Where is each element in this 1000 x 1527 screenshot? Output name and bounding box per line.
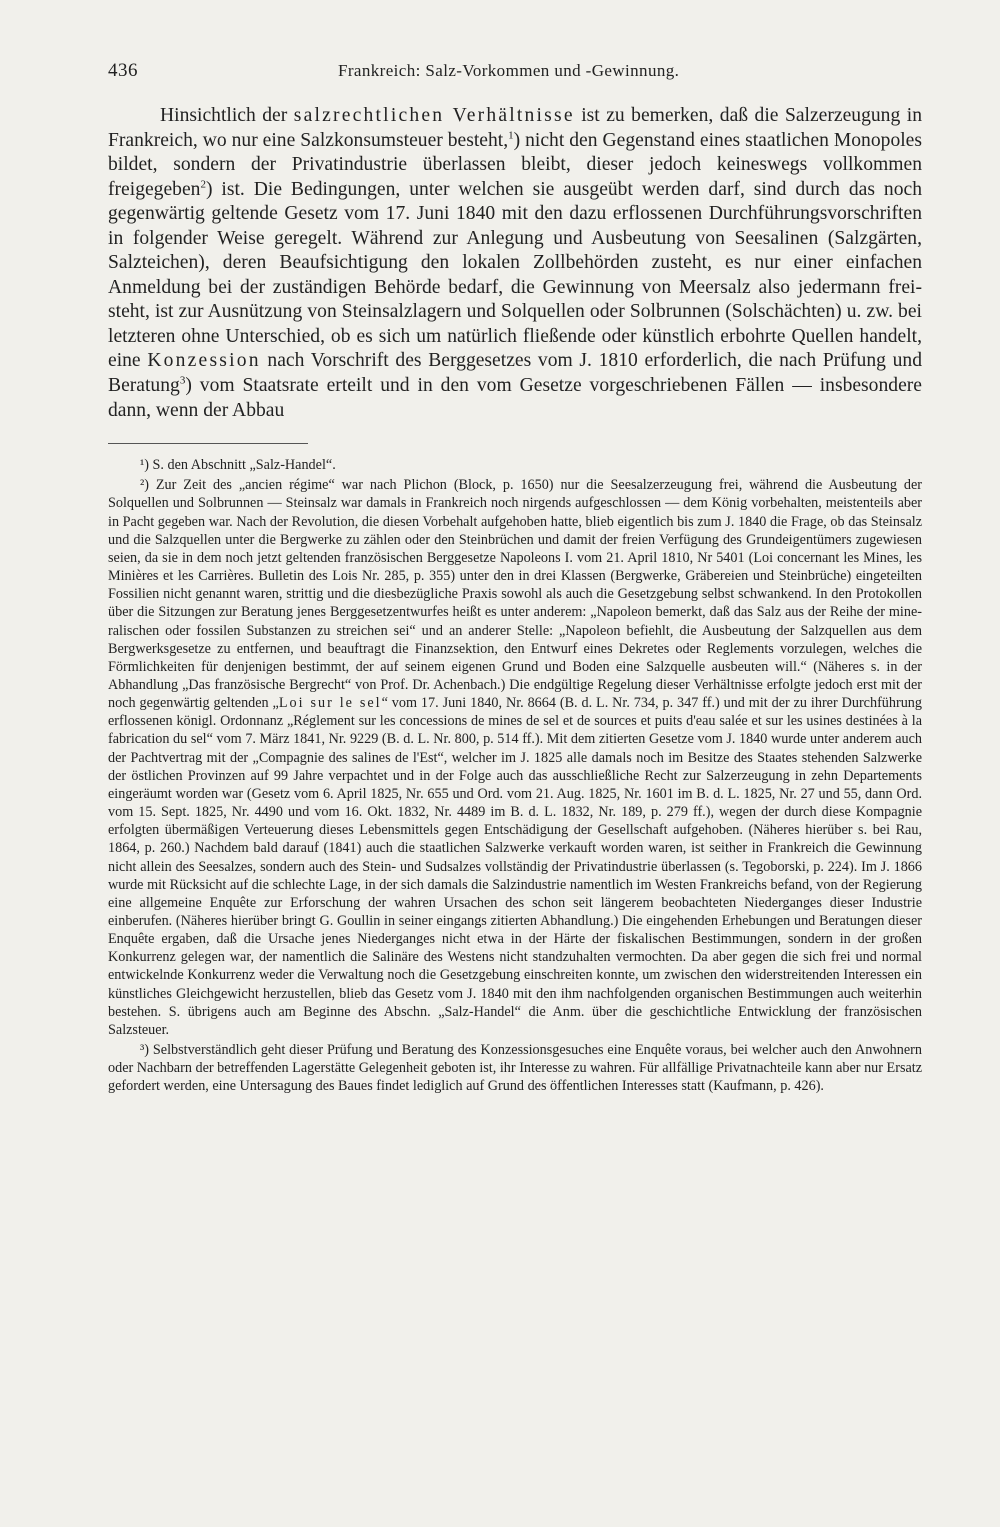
emphasized-term: Konzession: [147, 350, 261, 372]
footnote-ref-1: 1: [508, 129, 514, 142]
text-segment: ist zu bemerken, daß die Salzerzeugung in Frankreich, wo nur eine Salzkonsumsteuer besteht,: [108, 105, 922, 151]
main-paragraph: [108, 104, 922, 423]
footnote-text: “ vom 17. Juni 1840, Nr. 8664 (B. d. L. Nr. 734, p. 347 ff.) und mit der zu ihrer Durchführung erflossenen königl. Ordonnanz „Réglement sur les concessions de mines de sel et de sources et puits d'eau salée et sur les usines destinées à la fabrication du sel“ vom 7. März 1841, Nr. 9229 (B. d. L. Nr. 800, p. 514 ff.). Mit dem zitierten Gesetze vom J. 1840 wurde unter anderem auch der Pachtvertrag mit der „Compagnie des salines de l'Est“, welcher im J. 1825 alle damals noch im Besitze des Staates stehenden Salzwerke der östlichen Provinzen auf 99 Jahre verpachtet und in der Folge auch das ausschließliche Recht zur Salzerzeugung in zehn Departements eingeräumt worden war (Gesetz vom 6. April 1825, Nr. 655 und Ord. vom 21. Aug. 1825, Nr. 1601 im B. d. L. 1825, Nr. 27 und 55, dann Ord. vom 15. Sept. 1825, Nr. 4490 und vom 16. Okt. 1832, Nr. 4489 im B. d. L. 1832, Nr. 189, p. 279 ff.), wegen der durch diese Kompagnie erfolgten übermäßigen Verteuerung dieses Lebensmittels gegen Entschädigung der Gesellschaft aufgehoben. (Näheres hierüber s. bei Rau, 1864, p. 260.) Nachdem bald darauf (1841) auch die staatlichen Salzwerke verkauft worden waren, ist seither in Frankreich die Gewinnung nicht allein des Seesalzes, sondern auch des Stein- und Sudsalzes vollständig der Privatindustrie überlassen (s. Tegoborski, p. 224). Im J. 1866 wurde mit Rücksicht auf die schlechte Lage, in der sich damals die Salzindustrie namentlich im Westen Frankreichs befand, von der Regierung eine allgemeine Enquête zur Erforschung der wahren Ursachen des schon seit längerem beobachteten Niederganges dieser Industrie einberufen. (Näheres hierüber bringt G. Goullin in seiner eingangs zitierten Abhandlung.) Die eingehenden Erhebungen und Beratungen dieser Enquête ergaben, daß die Ursache jenes Niederganges nicht etwa in der Härte der fiskalischen Bestimmungen, sondern in der großen Konkurrenz gelegen war, der namentlich die Salinäre des Westens nicht standzuhalten vermochten. Da aber gegen die sich frei und normal entwickelnde Konkurrenz weder die Verwaltung noch die Gesetzgebung einschreiten konnte, um zwischen den widerstreitenden Interessen ein künstliches Gleichgewicht herzustellen, blieb das Gesetz vom J. 1840 mit den ihm nachfolgenden organischen Bestimmungen auch weiterhin bestehen. S. übrigens auch am Beginne des Abschn. „Salz-Handel“ die Anm. über die geschichtliche Entwicklung der französischen Salzsteuer.: [108, 695, 922, 1038]
emphasized-term: Loi sur le sel: [278, 695, 382, 712]
text-segment: ) nicht den Gegenstand eines staatlichen Monopoles bildet, sondern der Privatindustrie überlassen bleibt, dieser jedoch keineswegs vollkommen freigegeben: [108, 129, 923, 200]
running-title: Frankreich: Salz-Vorkommen und -Gewinnung.: [338, 61, 680, 80]
footnote-ref-3: 3: [179, 374, 186, 387]
page-header: [108, 60, 922, 90]
text-segment: ) vom Staatsrate erteilt und in den vom Gesetze vorgeschriebenen Fällen — insbesondere dann, wenn der Abbau: [108, 375, 922, 421]
footnotes: [108, 456, 922, 1095]
text-segment: Hinsichtlich der: [160, 105, 294, 126]
text-segment: nach Vorschrift des Berggesetzes vom J. 1810 erforderlich, die nach Prüfung und Beratung: [108, 350, 922, 397]
footnote-ref-2: 2: [200, 178, 206, 191]
footnote-1: ¹) S. den Abschnitt „Salz-Handel“.: [140, 457, 336, 474]
text-segment: ) ist. Die Bedingungen, unter welchen sie ausgeübt werden darf, sind durch das noch gegenwärtig geltende Gesetz vom 17. Juni 1840 mit den dazu erflossenen Durchführungsvorschriften in folgender Weise geregelt. Während zur Anlegung und Ausbeutung von Seesalinen (Salzgärten, Salzteichen), deren Beaufsichtigung den lokalen Zollbehörden zusteht, es nur einer einfachen Anmeldung bei der zuständigen Behörde bedarf, die Gewinnung von Meersalz also jedermann freisteht, ist zur Ausnützung von Steinsalzlagern und Solquellen oder Solbrunnen (Solschächten) u. zw. bei letzteren ohne Unterschied, ob es sich um natürlich fließende oder künstlich erbohrte Quellen handelt, eine: [108, 178, 922, 372]
footnote-3: ³) Selbstverständlich geht dieser Prüfung und Beratung des Konzessionsgesuches eine Enquête voraus, bei welcher auch den Anwohnern oder Nachbarn der betreffenden Lagerstätte Gelegenheit geboten ist, ihr Interesse zu wahren. Für allfällige Privatnachteile kann aber nur Ersatz gefordert werden, eine Untersagung des Baues findet lediglich auf Grund des öffentlichen Interesses statt (Kaufmann, p. 426).: [108, 1042, 922, 1095]
emphasized-term: salzrechtlichen Verhältnisse: [293, 105, 575, 126]
footnote-divider: [108, 443, 308, 444]
footnote-text: ²) Zur Zeit des „ancien régime“ war nach Plichon (Block, p. 1650) nur die Seesalzerzeugung frei, während die Ausbeutung der Solquellen und Solbrunnen — Steinsalz war damals in Frankreich noch nirgends aufgeschlossen — dem König vorbehalten, meistenteils aber in Pacht gegeben war. Nach der Revolution, die diesen Vorbehalt aufgehoben hatte, blieb eigentlich bis zum J. 1840 die Frage, ob das Steinsalz und die Salzquellen unter die Bergwerke zu zählen oder den Steinbrüchen und damit der freien Verfügung des Grundeigentümers zugewiesen seien, da sie in dem noch jetzt geltenden französischen Berggesetze Napoleons I. vom 21. April 1810, Nr 5401 (Loi concernant les Mines, les Minières et les Carrières. Bulletin des Lois Nr. 285, p. 355) unter den in drei Klassen (Bergwerke, Gräbereien und Steinbrüche) eingeteilten Fossilien nicht genannt waren, strittig und die diesbezügliche Praxis sowohl als auch die Gesetzgebung selbst schwankend. In den Protokollen über die Sitzungen zur Beratung jenes Berggesetzentwurfes heißt es unter anderem: „Napoleon bemerkt, daß das Salz aus der Reihe der mineralischen oder fossilen Substanzen zu streichen sei“ und an anderer Stelle: „Napoleon befiehlt, die Ausbeutung der Salzquellen aus dem Bergwerksgesetze zu entfernen, und beauftragt die Finanzsektion, den Entwurf eines Dekretes oder Reglements vorzulegen, welches die Förmlichkeiten für denjenigen bestimmt, der auf seinem eigenen Grund und Boden eine Salzquelle ausbeuten will.“ (Näheres s. in der Abhandlung „Das französische Bergrecht“ von Prof. Dr. Achenbach.) Die endgültige Regelung dieser Verhältnisse erfolgte jedoch erst mit der noch gegenwärtig geltenden „: [108, 477, 922, 712]
page-number: 436: [108, 60, 138, 81]
footnote-2: [108, 476, 922, 1039]
